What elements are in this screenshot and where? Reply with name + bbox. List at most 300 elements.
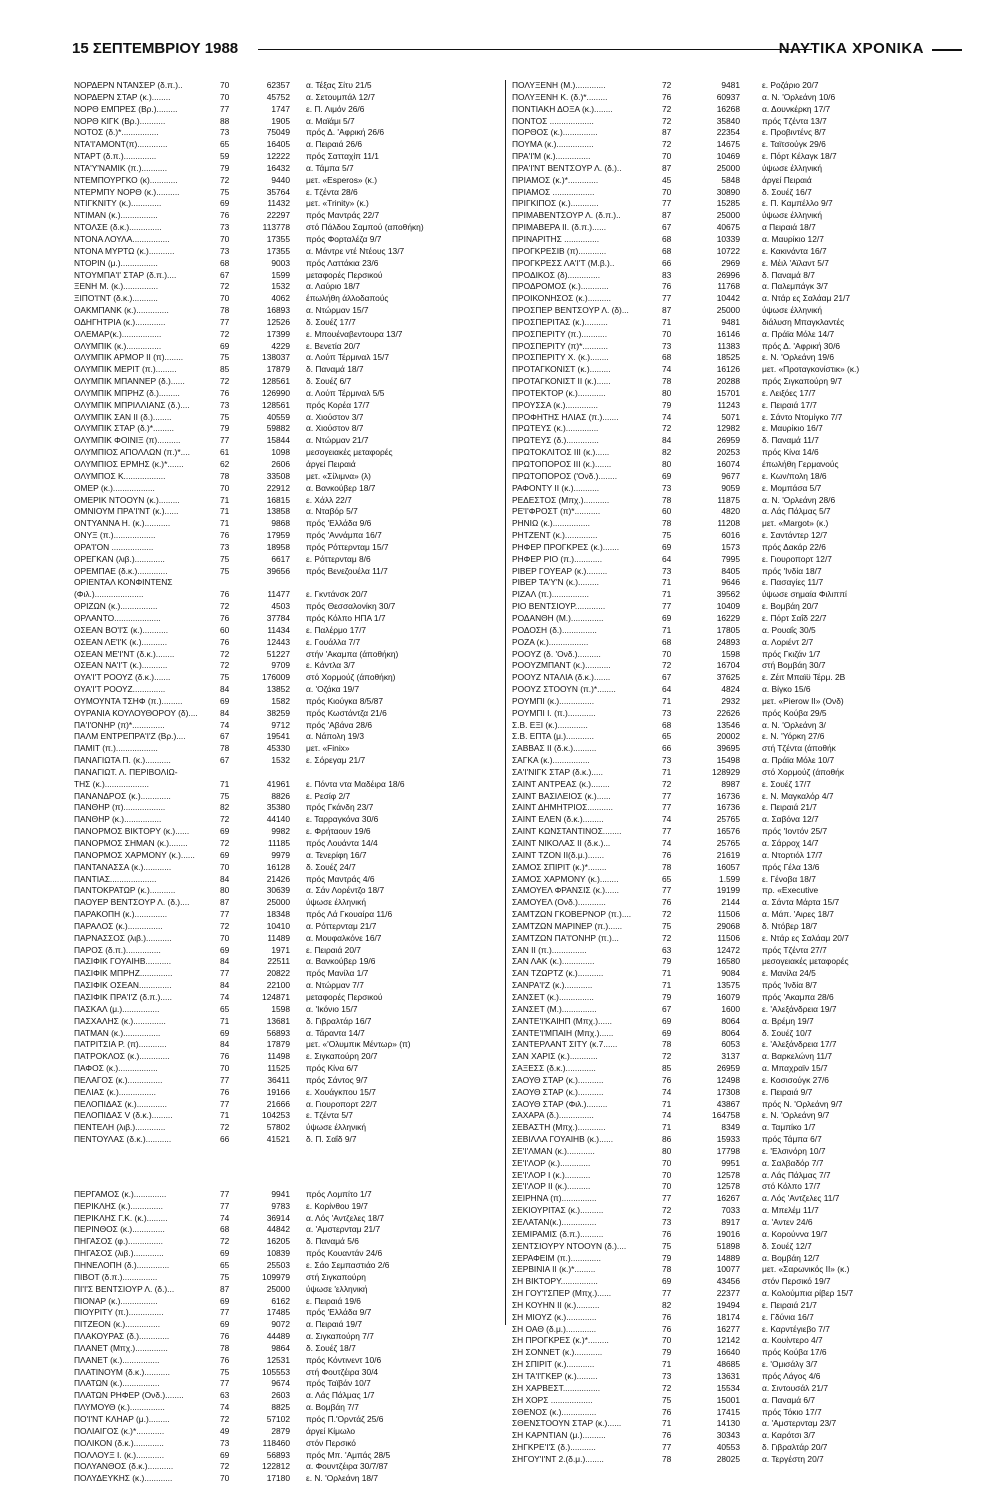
tonnage: 128561 <box>262 376 290 387</box>
build-year: 78 <box>662 494 672 505</box>
build-year: 65 <box>220 1260 230 1270</box>
status: δ. Παναμά 8/7 <box>762 269 815 280</box>
status: στό Χορμούζ (άποθήκη) <box>306 672 396 683</box>
build-year: 67 <box>662 1003 672 1014</box>
status: ε. Σιγκαπούρη 20/7 <box>306 1051 378 1062</box>
ship-name: ΟΛΥΜΠΙΚ ΣΤΑΡ (δ.)*......... <box>74 423 174 434</box>
ship-row <box>512 577 972 589</box>
ship-name: ΠΑΡΝΑΣΣΟΣ (λιβ.)........... <box>74 932 172 943</box>
build-year: 74 <box>220 1212 230 1223</box>
tonnage: 51898 <box>716 1240 740 1251</box>
ship-name: ΣΑΓΚΑ (κ.)................ <box>512 755 590 766</box>
status: πρός Μανίλα 1/7 <box>306 968 369 979</box>
ship-name: ΣΗ ΓΟΥ'Ι'ΣΠΕΡ (Μπχ.)...... <box>512 1288 612 1299</box>
ship-name: ΠΕΛΙΑΣ (κ.)................ <box>74 1086 156 1097</box>
ship-name: ΟΡΕΓΚΑΝ (λιβ.)............. <box>74 553 165 564</box>
tonnage: 11383 <box>717 340 740 351</box>
ship-row <box>512 1075 972 1087</box>
tonnage: 17879 <box>266 1039 290 1050</box>
ship-row <box>512 1312 972 1324</box>
ship-row <box>512 163 972 175</box>
status: ε. Κορίνθου 19/7 <box>306 1200 368 1211</box>
build-year: 76 <box>662 1323 672 1334</box>
ship-row <box>74 317 498 329</box>
ship-row <box>74 826 498 838</box>
ship-name: ΟΡΑ'Ι'ΟΝ .................. <box>74 541 154 552</box>
tonnage: 7995 <box>721 553 740 564</box>
ship-row <box>512 1241 972 1253</box>
ship-name: ΝΤΙΜΑΝ (κ.)................ <box>74 210 158 221</box>
ship-row <box>512 447 972 459</box>
ship-name: ΠΑΝΟΡΜΟΣ ΒΙΚΤΟΡΥ (κ.)...... <box>74 826 190 837</box>
tonnage: 10469 <box>716 151 740 162</box>
tonnage: 4229 <box>271 340 290 351</box>
status: α. Τενερίφη 16/7 <box>306 849 367 860</box>
tonnage: 44140 <box>266 814 290 825</box>
tonnage: 15285 <box>716 198 740 209</box>
build-year: 77 <box>220 968 230 979</box>
build-year: 80 <box>662 1145 672 1156</box>
build-year: 66 <box>662 257 672 268</box>
build-year: 72 <box>220 328 230 339</box>
tonnage: 22100 <box>266 980 290 991</box>
status: άργεί Πειραιά <box>306 459 356 469</box>
tonnage: 30639 <box>266 885 290 896</box>
ship-name: ΠΑΣΙΦΙΚ ΜΠΡΗΖ.............. <box>74 968 173 979</box>
status: ύψωσε έλληνική <box>306 897 366 908</box>
ship-row <box>512 814 972 826</box>
ship-row <box>512 684 972 696</box>
ship-row <box>512 1122 972 1134</box>
ship-name: (Φιλ.)..................... <box>74 589 144 600</box>
ship-name: ΣΑΝΤΕ'Ι'ΚΑΙΗΠ (Μπχ.)...... <box>512 1015 612 1026</box>
tonnage: 1.599 <box>719 873 740 884</box>
ship-row <box>512 139 972 151</box>
ship-row <box>74 1004 498 1016</box>
tonnage: 11477 <box>267 589 290 600</box>
ship-name: ΠΕΝΤΕΛΗ (λιβ.)............. <box>74 1122 166 1133</box>
build-year: 70 <box>662 1157 672 1168</box>
build-year: 66 <box>220 1134 230 1145</box>
ship-name: ΡΗΤΖΕΝΤ (κ.).............. <box>512 530 598 541</box>
build-year: 74 <box>662 814 672 825</box>
build-year: 77 <box>220 909 230 920</box>
status: πρός 'Ακαμπα 28/6 <box>762 991 834 1002</box>
ship-name: ΠΑΝΤΙΑΣ.................... <box>74 873 157 884</box>
status: πρός Κιούγκα 8/5/87 <box>306 695 383 706</box>
ship-name: ΡΟΔΑΝΘΗ (Μ.).............. <box>512 612 604 623</box>
ship-name: ΠΕΡΙΚΛΗΣ (κ.).............. <box>74 1200 163 1211</box>
status: μετ. «Finix» <box>306 743 350 754</box>
status: α. Λάς Πάλμας 1/7 <box>306 1390 375 1401</box>
build-year: 71 <box>662 695 672 706</box>
ship-list-right <box>512 80 972 1466</box>
ship-row <box>74 1426 498 1438</box>
status: πρός 'Ινδία 18/7 <box>762 565 822 576</box>
tonnage: 62357 <box>266 80 290 90</box>
status: α. Μάντρε ντέ Ντέους 13/7 <box>306 245 405 256</box>
status: πρός Κορέα 17/7 <box>306 399 370 410</box>
status: α. Ν. 'Ορλεάνη 28/6 <box>762 494 836 505</box>
tonnage: 25000 <box>716 305 740 316</box>
ship-row <box>74 566 498 578</box>
status: στόν Περσικό <box>306 1437 356 1448</box>
status: α. Βίγκο 15/6 <box>762 684 811 695</box>
build-year: 77 <box>220 316 230 327</box>
build-year: 69 <box>220 1449 230 1460</box>
ship-name: ΣΑΧΑΡΑ (δ.)............... <box>512 1110 594 1121</box>
ship-row <box>74 412 498 424</box>
tonnage: 36411 <box>267 1074 290 1085</box>
ship-row <box>74 743 498 755</box>
build-year: 76 <box>220 387 230 398</box>
status: πρός Δακάρ 22/6 <box>762 541 826 552</box>
ship-name: ΟΛΥΜΠΙΚ ΜΠΑΝΝΕΡ (δ.)...... <box>74 376 185 387</box>
ship-name: ΣΑΝ ΛΑΚ (κ.).............. <box>512 956 595 967</box>
ship-name: ΣΑΜΤΖΩΝ ΓΚΟΒΕΡΝΟΡ (π.).... <box>512 909 632 920</box>
tonnage: 37784 <box>266 612 290 623</box>
ship-row <box>74 270 498 282</box>
status: ε. 'Αλεξάνδρεια 17/7 <box>762 1039 837 1050</box>
ship-row <box>512 708 972 720</box>
tonnage <box>250 767 306 779</box>
tonnage: 8987 <box>721 778 740 789</box>
build-year: 71 <box>662 316 672 327</box>
ship-name: ΣΑ'Ι'ΝΙΓΚ ΣΤΑΡ (δ.κ.)..... <box>512 766 603 777</box>
ship-row <box>74 495 498 507</box>
ship-row <box>512 376 972 388</box>
ship-row <box>74 471 498 483</box>
status: ε. Βενετία 20/7 <box>306 340 361 351</box>
tonnage: 11768 <box>717 281 740 292</box>
ship-name: ΣΑΜΟΥΕΛ ΦΡΑΝΣΙΣ (κ.)...... <box>512 885 619 896</box>
ship-name: ΠΡΟΣΠΕΡΙΤΑΣ (κ.).......... <box>512 316 608 327</box>
build-year: 79 <box>662 956 672 967</box>
status: α Πειραιά 18/7 <box>762 222 816 233</box>
ship-row <box>512 495 972 507</box>
build-year: 77 <box>662 293 672 304</box>
status: πρός Τζέντα 27/7 <box>762 944 827 955</box>
ship-name: ΝΤΙΓΚΝΙΤΥ (κ.)............. <box>74 198 162 209</box>
status: πρός 'Ινδία 8/7 <box>762 980 818 991</box>
status: ε. Σόρεγαμ 21/7 <box>306 755 366 766</box>
status: ε. Μπουέναβεντουρα 13/7 <box>306 328 403 339</box>
status: α. Ν. 'Ορλεάνη 3/ <box>762 719 826 730</box>
tonnage: 36914 <box>266 1212 290 1223</box>
ship-name: ΠΑΤΡΙΤΣΙΑ Ρ. (π)............ <box>74 1039 167 1050</box>
status: α. Ταμπίκο 1/7 <box>762 1122 816 1133</box>
tonnage: 3137 <box>721 1051 740 1062</box>
status: δ. Σουέζ 10/7 <box>762 1027 812 1038</box>
build-year: 77 <box>662 802 672 813</box>
status: πρός 'Ιοντόν 25/7 <box>762 826 828 837</box>
page-header <box>72 40 962 62</box>
status: στή Τζέντα (άποθήκ <box>762 743 836 754</box>
status: α. Νταβόρ 5/7 <box>306 506 358 517</box>
ship-row <box>512 933 972 945</box>
build-year: 76 <box>220 210 230 221</box>
build-year: 73 <box>662 565 672 576</box>
build-year: 72 <box>662 909 672 920</box>
ship-name: ΠΑΣΚΑΛ (μ.)................ <box>74 1003 160 1014</box>
ship-name: ΟΜΕΡ (κ.).................. <box>74 482 155 493</box>
build-year: 60 <box>220 624 230 635</box>
ship-name: ΠΙ'Ι'Σ ΒΕΝΤΣΙΟΥΡ Λ. (δ.)... <box>74 1283 175 1294</box>
build-year: 65 <box>220 1003 230 1014</box>
build-year: 72 <box>662 423 672 434</box>
ship-row <box>512 483 972 495</box>
ship-row <box>74 791 498 803</box>
ship-name: ΠΑΟΥΕΡ ΒΕΝΤΣΟΥΡ Λ. (δ.).... <box>74 897 190 908</box>
ship-row <box>74 814 498 826</box>
ship-row <box>512 1264 972 1276</box>
tonnage: 45752 <box>266 91 290 102</box>
tonnage: 16405 <box>266 139 290 150</box>
ship-row <box>74 755 498 767</box>
status: ε. Ρόττερνταμ 8/6 <box>306 553 371 564</box>
tonnage: 16057 <box>716 861 740 872</box>
ship-name: ΠΑΝΑΝΔΡΟΣ (κ.)............. <box>74 790 171 801</box>
build-year: 80 <box>662 459 672 469</box>
ship-name: ΠΟΡΘΟΣ (κ.)............... <box>512 127 598 138</box>
ship-list-left-top <box>74 80 498 1146</box>
build-year: 49 <box>220 1425 230 1436</box>
ship-row <box>512 566 972 578</box>
tonnage: 15498 <box>716 755 740 766</box>
ship-name: ΣΑΟΥΘ ΣΤΑΡ (κ.)........... <box>512 1074 604 1085</box>
build-year: 70 <box>662 1181 672 1192</box>
ship-row <box>74 708 498 720</box>
ship-name: ΝΟΡΔΕΡΝ ΣΤΑΡ (κ.)........ <box>74 91 171 102</box>
tonnage: 1532 <box>271 281 290 292</box>
tonnage: 10339 <box>716 233 740 244</box>
ship-name: ΡΗΦΕΡ ΠΡΟΓΚΡΕΣ (κ.)....... <box>512 541 620 552</box>
tonnage: 1598 <box>721 648 740 659</box>
tonnage: 6016 <box>721 530 740 541</box>
ship-name: ΡΙΖΑΛ (π.)................ <box>512 589 589 600</box>
tonnage: 13575 <box>716 980 740 991</box>
status: α. Χιούστον 8/7 <box>306 423 364 434</box>
build-year: 80 <box>220 885 230 896</box>
tonnage: 17959 <box>266 530 290 541</box>
ship-row <box>512 151 972 163</box>
ship-row <box>74 1331 498 1343</box>
tonnage: 40675 <box>716 222 740 233</box>
build-year: 72 <box>662 115 672 126</box>
status: ε. Γκντάνσκ 20/7 <box>306 589 368 600</box>
ship-row <box>512 921 972 933</box>
status: ε. 'Ομισάλγ 3/7 <box>762 1359 818 1370</box>
status: μετ. «Esperos» (κ.) <box>306 174 377 185</box>
ship-row <box>512 1181 972 1193</box>
status: α. Λοριέντ 2/7 <box>762 636 814 647</box>
build-year: 70 <box>220 233 230 244</box>
build-year: 69 <box>662 1015 672 1026</box>
status: μεσογειακές μεταφορές <box>306 447 393 458</box>
tonnage: 11506 <box>717 932 740 943</box>
ship-name: ΠΟΛΥΞΕΝΗ Κ. (δ.)*......... <box>512 91 608 102</box>
ship-row <box>512 720 972 732</box>
status: πρός Κίνα 6/7 <box>306 1063 359 1074</box>
build-year: 73 <box>662 707 672 718</box>
ship-row <box>74 1224 498 1236</box>
status: α. Ν. 'Ορλεάνη 10/6 <box>762 91 836 102</box>
tonnage: 11243 <box>717 399 740 410</box>
tonnage: 26996 <box>716 269 740 280</box>
status: α. Μπελέμ 11/7 <box>762 1205 819 1216</box>
status: α. Παναμά 6/7 <box>762 1394 816 1405</box>
build-year: 76 <box>662 281 672 292</box>
tonnage: 16126 <box>716 364 740 375</box>
tonnage: 18174 <box>716 1311 740 1322</box>
status: στό Χορμούζ (άποθήκ <box>762 766 845 777</box>
tonnage: 1598 <box>271 1003 290 1014</box>
tonnage: 40559 <box>266 411 290 422</box>
tonnage: 16074 <box>716 459 740 469</box>
ship-name: ΡΕΔΕΣΤΟΣ (Μπχ.)........... <box>512 494 610 505</box>
tonnage: 13546 <box>716 719 740 730</box>
tonnage: 16432 <box>266 162 290 173</box>
ship-row <box>74 613 498 625</box>
ship-name: ΠΟΛΥΞΕΝΗ (Μ.)............. <box>512 80 606 90</box>
tonnage: 19199 <box>716 885 740 896</box>
tonnage: 17355 <box>266 245 290 256</box>
ship-name: ΠΡΙΑΜΟΣ .................. <box>512 186 595 197</box>
tonnage: 16815 <box>266 494 290 505</box>
status: α. Σαβόνα 12/7 <box>762 814 819 825</box>
ship-name: ΠΡΩΤΟΠΟΡΟΣ ΙΙΙ (κ.)....... <box>512 459 612 469</box>
ship-name: ΣΑΝΤΕΡΛΑΝΤ ΣΙΤΥ (κ.7...... <box>512 1039 618 1050</box>
status: ε. Κοσισούγκ 27/6 <box>762 1074 829 1085</box>
status: ε. Μέιλ 'Αϊλαντ 5/7 <box>762 257 829 268</box>
status: ε. Ρεσίφ 2/7 <box>306 790 351 801</box>
tonnage: 25765 <box>716 838 740 848</box>
status: ε. Πειραιά 9/7 <box>762 1086 813 1097</box>
tonnage: 25000 <box>716 162 740 173</box>
build-year: 72 <box>220 601 230 612</box>
tonnage: 22354 <box>716 127 740 138</box>
build-year: 69 <box>662 470 672 481</box>
build-year: 70 <box>220 91 230 102</box>
tonnage: 17805 <box>716 624 740 635</box>
ship-row <box>74 1296 498 1308</box>
tonnage: 9481 <box>721 80 740 90</box>
build-year: 75 <box>662 920 672 931</box>
ship-name: ΝΤΑ'Υ'ΝΑΜΙΚ (π.)........... <box>74 162 168 173</box>
ship-row <box>74 139 498 151</box>
tonnage: 21666 <box>266 1098 290 1109</box>
ship-name: ΟΛΥΜΠΙΚ ΜΠΡΗΖ (δ.)......... <box>74 387 180 398</box>
ship-name: ΠΟΛΙΑΙΓΟΣ (κ.)*............ <box>74 1425 165 1436</box>
build-year: 70 <box>662 1169 672 1180</box>
tonnage: 39562 <box>716 589 740 600</box>
status: α. Κορούννα 19/7 <box>762 1228 828 1239</box>
build-year: 83 <box>662 269 672 280</box>
status: ε. Ταρραγκόνα 30/6 <box>306 814 379 825</box>
status: α. Τάμπα 5/7 <box>306 162 354 173</box>
ship-row <box>74 1028 498 1040</box>
tonnage: 13631 <box>716 1370 740 1381</box>
ship-name: ΠΡΩΤΕΥΣ (κ.).............. <box>512 423 599 434</box>
tonnage: 1532 <box>271 755 290 766</box>
build-year: 76 <box>662 1074 672 1085</box>
ship-name: ΠΗΓΑΣΟΣ (φ.)............... <box>74 1236 163 1247</box>
tonnage: 9059 <box>721 482 740 493</box>
status: πρός Μπ. 'Αμπάς 28/5 <box>306 1449 391 1460</box>
build-year: 78 <box>662 1453 672 1464</box>
ship-row <box>512 1193 972 1205</box>
ship-row <box>512 388 972 400</box>
status: ε. Γουάλλα 7/7 <box>306 636 361 647</box>
status: ε. Πόρτ Σαΐδ 22/7 <box>762 612 827 623</box>
build-year: 72 <box>220 376 230 387</box>
build-year: 75 <box>220 565 230 576</box>
build-year: 74 <box>662 1110 672 1121</box>
status: ε. Τζέντα 5/7 <box>306 1110 353 1121</box>
status: α. 'Αμστερνταμ 21/7 <box>306 1224 381 1235</box>
tonnage: 113778 <box>262 222 290 233</box>
build-year: 67 <box>662 222 672 233</box>
ship-name: ΝΤΕΡΜΠΥ ΝΟΡΘ (κ.).......... <box>74 186 180 197</box>
ship-name: ΠΡΩΤΟΚΛΙΤΟΣ ΙΙΙ (κ.)...... <box>512 447 610 458</box>
ship-name: ΣΕΝΤΣΙΟΥΡΥ ΝΤΟΟΥΝ (δ.).... <box>512 1240 627 1251</box>
tonnage: 10442 <box>716 293 740 304</box>
tonnage: 18525 <box>716 352 740 363</box>
build-year: 78 <box>662 861 672 872</box>
build-year: 78 <box>220 743 230 754</box>
ship-name: ΣΑΜΟΣ ΣΠΙΡΙΤ (κ.)*........ <box>512 861 607 872</box>
column-divider <box>505 80 506 1325</box>
build-year: 62 <box>220 459 230 469</box>
status: δ. Σουέζ 24/7 <box>306 861 356 872</box>
ship-row <box>74 1016 498 1028</box>
ship-name: ΡΑΦΟΝΤΥ ΙΙ (κ.)........... <box>512 482 600 493</box>
build-year: 77 <box>662 1193 672 1204</box>
ship-row <box>74 1378 498 1390</box>
ship-row <box>512 210 972 222</box>
tonnage: 2606 <box>271 459 290 469</box>
ship-row <box>74 554 498 566</box>
ship-row <box>74 672 498 684</box>
ship-name: ΟΛΥΜΠΟΣ Κ.................. <box>74 470 166 481</box>
build-year: 80 <box>662 387 672 398</box>
status: μετ. «'Ολυμπικ Μέντωρ» (π) <box>306 1039 411 1050</box>
tonnage: 22377 <box>716 1288 740 1299</box>
ship-name: ΠΕΡΓΑΜΟΣ (κ.).............. <box>74 1188 167 1199</box>
status: πρός Δ. 'Αφρική 26/6 <box>306 127 385 138</box>
status: δ. Π. Σαΐδ 9/7 <box>306 1134 357 1145</box>
tonnage: 8064 <box>721 1015 740 1026</box>
tonnage: 118460 <box>262 1437 290 1448</box>
ship-name: ΣΗ ΤΑ'Ι'ΓΚΕΡ (κ.)......... <box>512 1370 598 1381</box>
ship-row <box>512 956 972 968</box>
ship-name: ΠΡΟΥΣΣΑ (κ.).............. <box>512 399 598 410</box>
ship-name: ΠΡΟΣΠΕΡΙΤΥ (π)*........... <box>512 340 608 351</box>
tonnage: 30890 <box>716 186 740 197</box>
tonnage: 38259 <box>266 707 290 718</box>
status: ε. Ντάρ ες Σαλάαμ 20/7 <box>762 932 849 943</box>
ship-row <box>74 1087 498 1099</box>
build-year: 86 <box>662 1134 672 1145</box>
build-year: 71 <box>220 518 230 529</box>
status: στό Πάλδου Σαμπού (αποθήκη) <box>306 222 424 233</box>
ship-name: ΣΕ'Ι'ΛΟΡ (κ.)............. <box>512 1157 591 1168</box>
ship-name: ΝΟΤΟΣ (δ.)*................ <box>74 127 159 138</box>
ship-name: ΠΗΝΕΛΟΠΗ (δ.).............. <box>74 1260 170 1270</box>
tonnage: 57102 <box>266 1413 290 1424</box>
ship-row <box>512 1158 972 1170</box>
tonnage: 22626 <box>716 707 740 718</box>
